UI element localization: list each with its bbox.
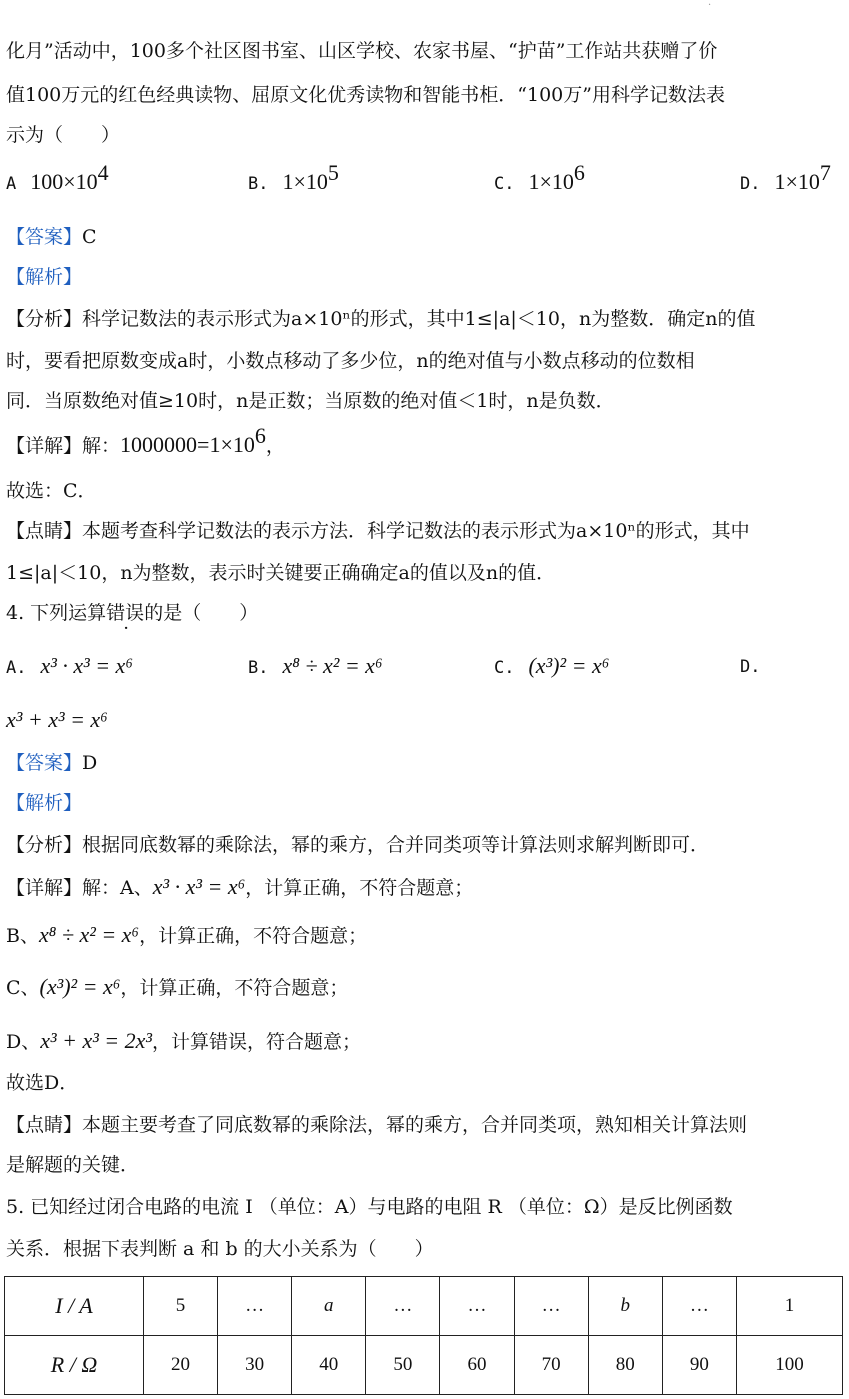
q4-xiangjie-b: B、x⁸ ÷ x² = x⁶，计算正确，不符合题意； <box>6 922 368 947</box>
q4-analysis-tag: 【解析】 <box>6 792 83 814</box>
q4-stem-emphasis: 错误 <box>106 602 145 624</box>
q4-option-c: C. (x³)² = x⁶ <box>494 653 610 678</box>
q3-option-d: D. $1\times 10^7$ <box>740 160 831 194</box>
q4-option-a: A. x³ · x³ = x⁶ <box>6 653 133 678</box>
table-row-resistance <box>5 1336 843 1395</box>
table-cell: … <box>514 1277 588 1336</box>
q5-stem-line1: 5. 已知经过闭合电路的电流 I （单位：A）与电路的电阻 R （单位：Ω）是反比例函数 <box>6 1196 733 1218</box>
q3-fenxi-line2: 时，要看把原数变成a时，小数点移动了多少位，n的绝对值与小数点移动的位数相 <box>6 350 695 372</box>
table-cell: … <box>366 1277 440 1336</box>
q4-fenxi: 【分析】根据同底数幂的乘除法，幂的乘方，合并同类项等计算法则求解判断即可． <box>6 834 710 856</box>
table-cell: 80 <box>588 1336 662 1395</box>
table-cell: 1 <box>736 1277 842 1336</box>
q4-xiangjie-a: 【详解】解：A、x³ · x³ = x⁶，计算正确，不符合题意； <box>6 874 474 899</box>
q5-data-table <box>4 1276 843 1395</box>
table-cell: 70 <box>514 1336 588 1395</box>
q3-answer: 【答案】C <box>6 226 97 248</box>
table-cell: 40 <box>292 1336 366 1395</box>
table-row-current <box>5 1277 843 1336</box>
table-cell: b <box>588 1277 662 1336</box>
table-cell: 90 <box>662 1336 736 1395</box>
q4-option-d-label: D. <box>740 657 761 677</box>
q3-option-c: C. $1\times 10^6$ <box>494 160 585 194</box>
table-cell: … <box>440 1277 514 1336</box>
q4-dianjing-line1: 【点睛】本题主要考查了同底数幂的乘除法，幂的乘方，合并同类项，熟知相关计算法则 <box>6 1114 748 1136</box>
q3-fenxi-line3: 同．当原数绝对值≥10时，n是正数；当原数的绝对值＜1时，n是负数． <box>6 390 615 412</box>
q3-dianjing-line1: 【点睛】本题考查科学记数法的表示方法．科学记数法的表示形式为a×10ⁿ的形式，其中 <box>6 520 750 542</box>
table-row-head: I / A <box>5 1277 144 1336</box>
q3-option-a: A $100\times 10^4$ <box>6 160 109 194</box>
table-cell: 50 <box>366 1336 440 1395</box>
q4-answer: 【答案】D <box>6 752 98 774</box>
q3-stem-line3: 示为（ ） <box>6 124 121 146</box>
table-cell: … <box>218 1277 292 1336</box>
table-cell: 30 <box>218 1336 292 1395</box>
q3-dianjing-line2: 1≤|a|＜10，n为整数，表示时关键要正确确定a的值以及n的值． <box>6 562 556 584</box>
table-cell: … <box>662 1277 736 1336</box>
q4-option-d: x³ + x³ = x⁶ <box>6 707 108 732</box>
q4-conclusion: 故选D． <box>6 1072 79 1094</box>
q3-xiangjie: 【详解】解：$1000000=1\times 10^6$， <box>6 423 285 457</box>
q3-conclusion: 故选：C． <box>6 480 97 502</box>
table-cell: 5 <box>144 1277 218 1336</box>
table-cell: 60 <box>440 1336 514 1395</box>
q5-stem-line2: 关系．根据下表判断 a 和 b 的大小关系为（ ） <box>6 1238 434 1260</box>
corner-mark: · <box>708 0 712 11</box>
q4-dianjing-line2: 是解题的关键． <box>6 1154 140 1176</box>
q3-stem-line1: 化月”活动中，100多个社区图书室、山区学校、农家书屋、“护苗”工作站共获赠了价 <box>6 40 718 62</box>
table-cell: 100 <box>736 1336 842 1395</box>
q4-stem: 4. 下列运算错误的是（ ） <box>6 602 259 624</box>
q3-fenxi-line1: 【分析】科学记数法的表示形式为a×10ⁿ的形式，其中1≤|a|＜10，n为整数．确定n的值 <box>6 308 756 330</box>
q3-option-b: B. $1\times 10^5$ <box>248 160 339 194</box>
q3-analysis-tag: 【解析】 <box>6 266 83 288</box>
table-row-head: R / Ω <box>5 1336 144 1395</box>
q4-xiangjie-c: C、(x³)² = x⁶，计算正确，不符合题意； <box>6 974 349 999</box>
table-cell: a <box>292 1277 366 1336</box>
q3-stem-line2: 值100万元的红色经典读物、屈原文化优秀读物和智能书柜．“100万”用科学记数法表 <box>6 84 725 106</box>
table-cell: 20 <box>144 1336 218 1395</box>
q4-option-b: B. x⁸ ÷ x² = x⁶ <box>248 653 383 678</box>
q4-xiangjie-d: D、x³ + x³ = 2x³，计算错误，符合题意； <box>6 1028 362 1053</box>
